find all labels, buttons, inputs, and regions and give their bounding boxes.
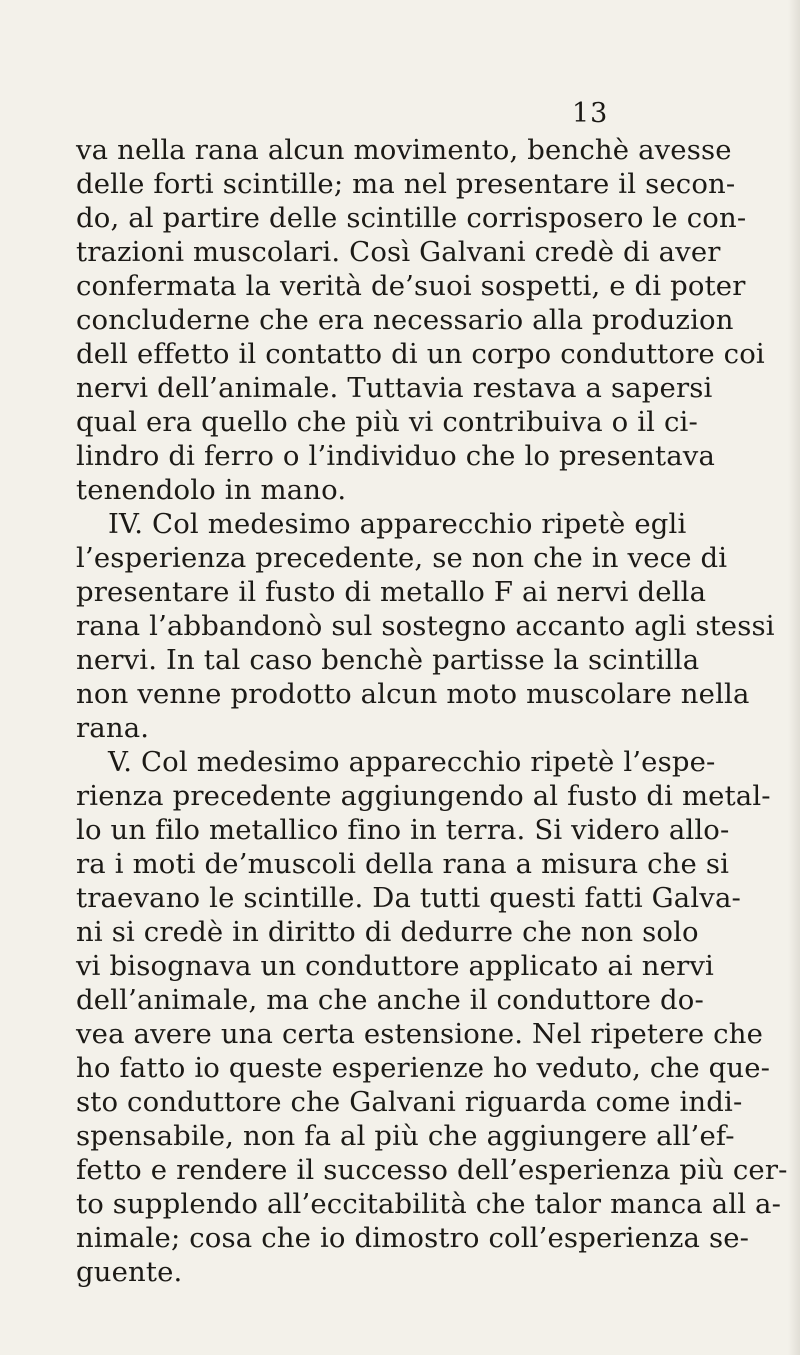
text-line: vea avere una certa estensione. Nel ripetere che bbox=[76, 1018, 764, 1050]
text-line: rana l’abbandonò sul sostegno accanto agli stessi bbox=[76, 610, 775, 642]
text-line: l’esperienza precedente, se non che in vece di bbox=[76, 542, 728, 574]
paragraph-start-line: V. Col medesimo apparecchio ripetè l’espe- bbox=[108, 746, 716, 778]
text-line: do, al partire delle scintille corrisposero le con- bbox=[76, 202, 747, 234]
page-number: 13 bbox=[572, 98, 609, 129]
text-line: trazioni muscolari. Così Galvani credè di aver bbox=[76, 236, 721, 268]
text-line: sto conduttore che Galvani riguarda come indi- bbox=[76, 1086, 743, 1118]
text-line: spensabile, non fa al più che aggiungere all’ef- bbox=[76, 1120, 735, 1152]
text-line: ho fatto io queste esperienze ho veduto, che que- bbox=[76, 1052, 771, 1084]
text-line: va nella rana alcun movimento, benchè avesse bbox=[76, 134, 732, 166]
text-line: ra i moti de’muscoli della rana a misura che si bbox=[76, 848, 730, 880]
text-line: concluderne che era necessario alla produzion bbox=[76, 304, 734, 336]
text-line: rienza precedente aggiungendo al fusto di metal- bbox=[76, 780, 771, 812]
page-edge-shadow bbox=[788, 0, 800, 1355]
text-line: tenendolo in mano. bbox=[76, 474, 347, 506]
text-line: nervi dell’animale. Tuttavia restava a sapersi bbox=[76, 372, 713, 404]
text-line: nimale; cosa che io dimostro coll’esperienza se- bbox=[76, 1222, 750, 1254]
text-line: dell’animale, ma che anche il conduttore do- bbox=[76, 984, 704, 1016]
text-line: ni si credè in diritto di dedurre che non solo bbox=[76, 916, 699, 948]
text-line: delle forti scintille; ma nel presentare il secon- bbox=[76, 168, 736, 200]
paragraph-start-line: IV. Col medesimo apparecchio ripetè egli bbox=[108, 508, 687, 540]
text-line: qual era quello che più vi contribuiva o il ci- bbox=[76, 406, 698, 438]
text-line: presentare il fusto di metallo F ai nervi della bbox=[76, 576, 707, 608]
text-line: confermata la verità de’suoi sospetti, e di poter bbox=[76, 270, 746, 302]
text-line: lo un filo metallico fino in terra. Si videro allo- bbox=[76, 814, 730, 846]
text-line: to supplendo all’eccitabilità che talor manca all a- bbox=[76, 1188, 782, 1220]
text-line: guente. bbox=[76, 1256, 183, 1288]
text-line: vi bisognava un conduttore applicato ai nervi bbox=[76, 950, 714, 982]
text-line: rana. bbox=[76, 712, 150, 744]
text-line: nervi. In tal caso benchè partisse la scintilla bbox=[76, 644, 700, 676]
text-line: lindro di ferro o l’individuo che lo presentava bbox=[76, 440, 715, 472]
text-line: fetto e rendere il successo dell’esperienza più cer- bbox=[76, 1154, 788, 1186]
text-line: traevano le scintille. Da tutti questi fatti Galva- bbox=[76, 882, 741, 914]
text-line: dell effetto il contatto di un corpo conduttore coi bbox=[76, 338, 765, 370]
text-line: non venne prodotto alcun moto muscolare nella bbox=[76, 678, 750, 710]
